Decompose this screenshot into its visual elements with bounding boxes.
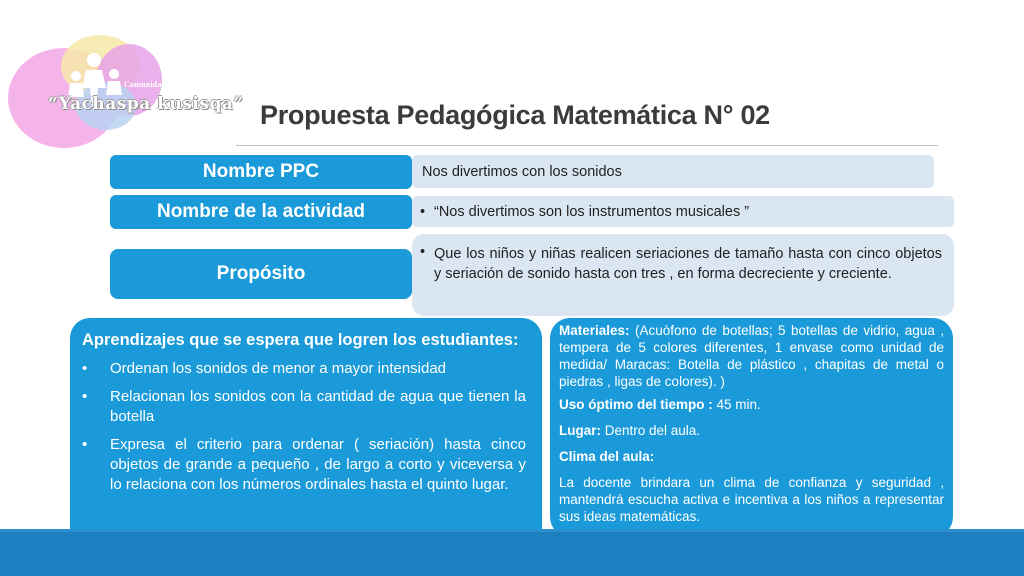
label-nombre-ppc: Nombre PPC [110,155,412,189]
time-value: 45 min. [712,397,761,412]
bullet-icon: • [82,436,88,453]
value-proposito [412,234,954,316]
label-proposito: Propósito [110,249,412,299]
logo [6,30,244,134]
value-nombre-actividad [412,196,954,227]
learning-item-text: Relacionan los sonidos con la cantidad de agua que tienen la botella [110,388,526,425]
climate-label: Clima del aula: [559,449,655,464]
time-label: Uso óptimo del tiempo : [559,397,713,412]
bullet-icon: • [420,244,426,260]
bullet-icon: • [420,203,426,220]
materials-box [550,318,953,537]
learning-item-text: Ordenan los sonidos de menor a mayor intensidad [110,360,447,377]
bullet-icon: • [82,360,88,377]
logo-subtitle: Comunidad Integral [124,80,198,89]
climate-heading-paragraph [559,448,944,465]
materials-paragraph [559,322,944,390]
list-item [82,387,526,427]
page-title: Propuesta Pedagógica Matemática N° 02 [260,100,770,130]
learning-list [82,359,526,495]
learning-item-text: Expresa el criterio para ordenar ( seriación) hasta cinco objetos de grande a pequeño , de largo a corto y viceversa y lo relaciona con los números ordinales hasta el quinto lugar. [110,436,526,493]
list-item [82,359,526,379]
list-item [82,435,526,495]
footer-band [0,532,1024,576]
value-nombre-ppc: Nos divertimos con los sonidos [412,155,934,188]
climate-text: La docente brindara un clima de confianza y seguridad , mantendrá escucha activa e incentiva a los niños a representar sus ideas matemáticas. [559,475,944,524]
place-label: Lugar: [559,423,601,438]
materials-text: (Acuòfono de botellas; 5 botellas de vidrio, agua , tempera de 5 colores diferentes, 1 envase como unidad de medida/ Maracas: Botella de plástico , chapitas de metal o piedras , ligas de colores). ) [559,323,944,389]
activity-name-text: “Nos divertimos son los instrumentos musicales ” [434,203,750,220]
place-value: Dentro del aula. [601,423,701,438]
purpose-text: Que los niños y niñas realicen seriaciones de tamaño hasta con cinco objetos y seriación de sonido hasta con tres , en forma decreciente y creciente. [434,246,942,282]
logo-name: “Yachaspa kusisqa” [48,94,244,114]
title-divider [236,145,938,146]
learning-heading: Aprendizajes que se espera que logren los estudiantes: [82,331,519,349]
label-nombre-actividad: Nombre de la actividad [110,195,412,229]
bullet-icon: • [82,388,88,405]
learning-outcomes-box [70,318,542,549]
place-paragraph [559,422,944,439]
time-paragraph [559,396,944,413]
materials-label: Materiales: [559,323,630,338]
